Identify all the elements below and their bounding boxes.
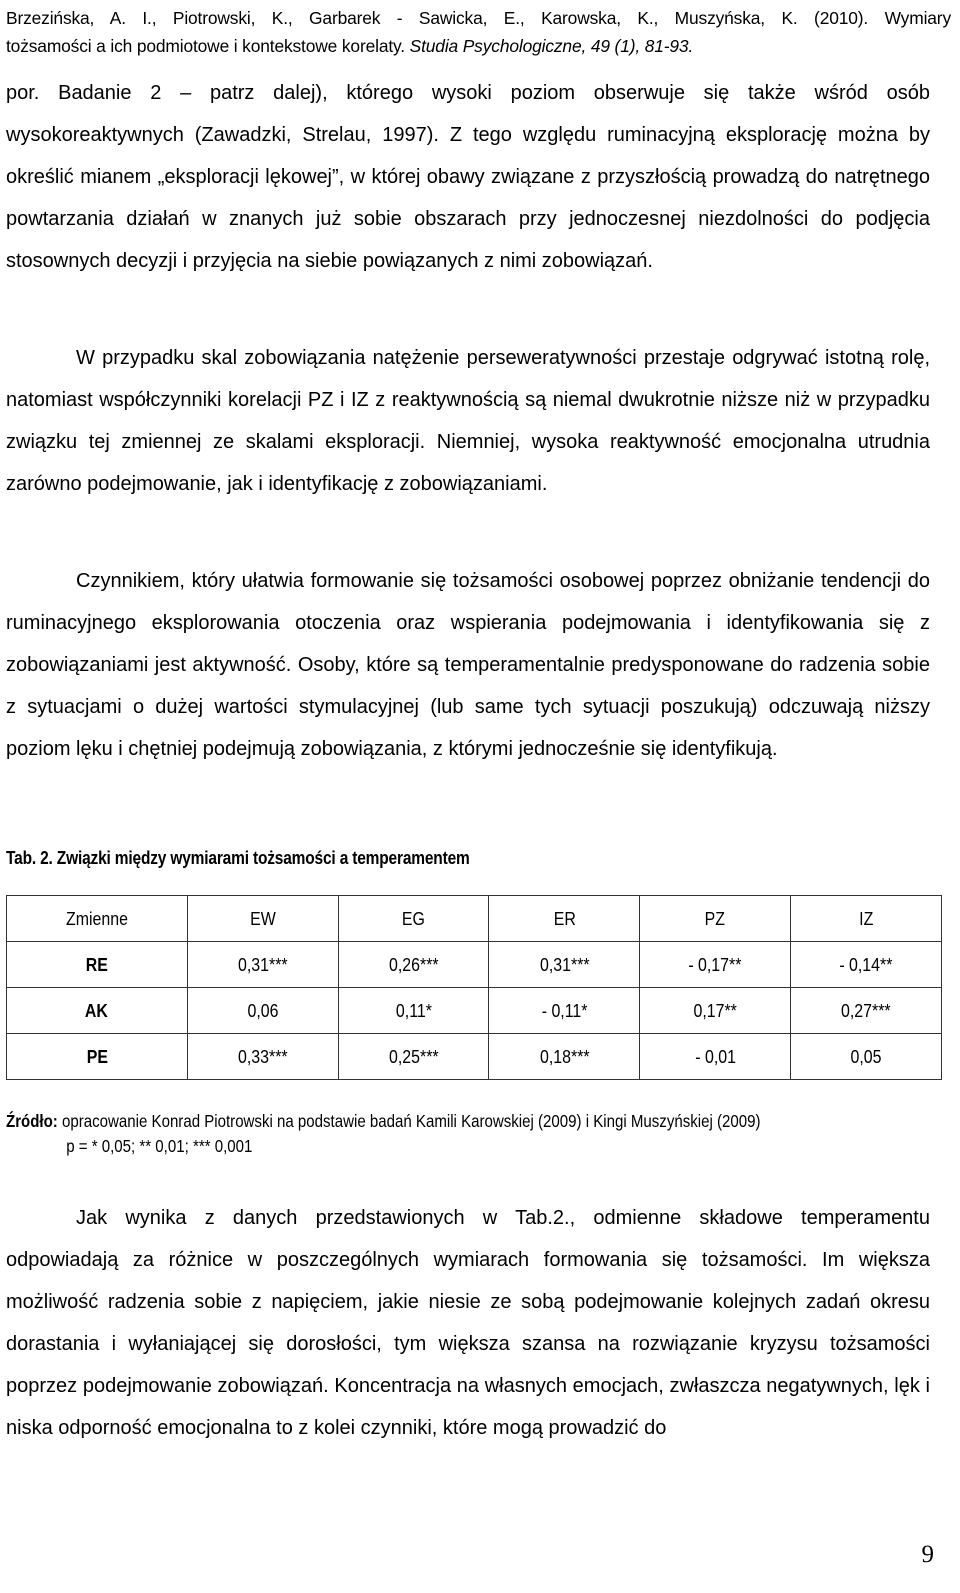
- table-header-cell: EW: [187, 896, 338, 942]
- table-caption: Tab. 2. Związki między wymiarami tożsamości a temperamentem: [6, 848, 470, 868]
- correlation-table: [6, 895, 942, 1080]
- table-cell: 0,27***: [791, 988, 942, 1034]
- table-header-cell: Zmienne: [7, 896, 188, 942]
- table-cell: 0,11*: [338, 988, 489, 1034]
- page-number: 9: [921, 1541, 934, 1568]
- source-text: opracowanie Konrad Piotrowski na podstawie badań Kamili Karowskiej (2009) i Kingi Muszyńskiej (2009): [57, 1111, 761, 1131]
- source-line: [6, 1109, 823, 1134]
- table-row: [7, 1034, 942, 1080]
- table-source-note: [6, 1109, 956, 1159]
- header-journal-name: Studia Psychologiczne, 49 (1), 81-93.: [409, 36, 694, 56]
- table-header-cell: ER: [489, 896, 640, 942]
- paragraph-3: Czynnikiem, który ułatwia formowanie się tożsamości osobowej poprzez obniżanie tendencji do ruminacyjnego eksplorowania otoczenia oraz wspierania podejmowania i identyfikowania się z zobowiązaniami jest aktywność. Osoby, które są temperamentalnie predysponowane do radzenia sobie z sytuacjami o dużej wartości stymulacyjnej (lub same tych sytuacji poszukują) odczuwają niższy poziom lęku i chętniej podejmują zobowiązania, z którymi jednocześnie się identyfikują.: [6, 570, 930, 760]
- table-row: [7, 988, 942, 1034]
- header-line-2: [6, 32, 951, 60]
- table-cell: 0,17**: [640, 988, 791, 1034]
- table-cell: - 0,11*: [489, 988, 640, 1034]
- header-line-2-plain: tożsamości a ich podmiotowe i kontekstowe korelaty.: [6, 36, 410, 56]
- table-cell: 0,31***: [187, 942, 338, 988]
- table-cell: - 0,01: [640, 1034, 791, 1080]
- table-row: [7, 942, 942, 988]
- table-cell: 0,05: [791, 1034, 942, 1080]
- table-cell: 0,26***: [338, 942, 489, 988]
- table-row-label: RE: [7, 942, 188, 988]
- table-header-row: [7, 896, 942, 942]
- table-cell: 0,18***: [489, 1034, 640, 1080]
- paragraph-4: Jak wynika z danych przedstawionych w Tab.2., odmienne składowe temperamentu odpowiadają za różnice w poszczególnych wymiarach formowania się tożsamości. Im większa możliwość radzenia sobie z napięciem, jakie niesie ze sobą podejmowanie kolejnych zadań okresu dorastania i wyłaniającej się dorosłości, tym większa szansa na rozwiązanie kryzysu tożsamości poprzez podejmowanie zobowiązań. Koncentracja na własnych emocjach, zwłaszcza negatywnych, lęk i niska odporność emocjonalna to z kolei czynniki, które mogą prowadzić do: [6, 1207, 930, 1439]
- table-cell: 0,31***: [489, 942, 640, 988]
- table-cell: - 0,17**: [640, 942, 791, 988]
- paragraph-1: por. Badanie 2 – patrz dalej), którego wysoki poziom obserwuje się także wśród osób wysokoreaktywnych (Zawadzki, Strelau, 1997). Z tego względu ruminacyjną eksplorację można by określić mianem „eksploracji lękowej”, w której obawy związane z przyszłością prowadzą do natrętnego powtarzania działań w znanych już sobie obszarach przy jednoczesnej niezdolności do podjęcia stosownych decyzji i przyjęcia na siebie powiązanych z nimi zobowiązań.: [6, 82, 930, 272]
- significance-note: p = * 0,05; ** 0,01; *** 0,001: [66, 1136, 253, 1156]
- table-header-cell: EG: [338, 896, 489, 942]
- table-cell: 0,06: [187, 988, 338, 1034]
- header-line-1: Brzezińska, A. I., Piotrowski, K., Garbarek - Sawicka, E., Karowska, K., Muszyńska, K. (2010). Wymiary: [6, 8, 951, 28]
- table-cell: 0,25***: [338, 1034, 489, 1080]
- source-label: Źródło:: [6, 1111, 58, 1131]
- running-header-citation: [6, 4, 951, 60]
- table-header-cell: IZ: [791, 896, 942, 942]
- table-cell: 0,33***: [187, 1034, 338, 1080]
- table-row-label: PE: [7, 1034, 188, 1080]
- paragraph-2: W przypadku skal zobowiązania natężenie perseweratywności przestaje odgrywać istotną rolę, natomiast współczynniki korelacji PZ i IZ z reaktywnością są niemal dwukrotnie niższe niż w przypadku związku tej zmiennej ze skalami eksploracji. Niemniej, wysoka reaktywność emocjonalna utrudnia zarówno podejmowanie, jak i identyfikację z zobowiązaniami.: [6, 347, 930, 495]
- table-row-label: AK: [7, 988, 188, 1034]
- table-cell: - 0,14**: [791, 942, 942, 988]
- table-header-cell: PZ: [640, 896, 791, 942]
